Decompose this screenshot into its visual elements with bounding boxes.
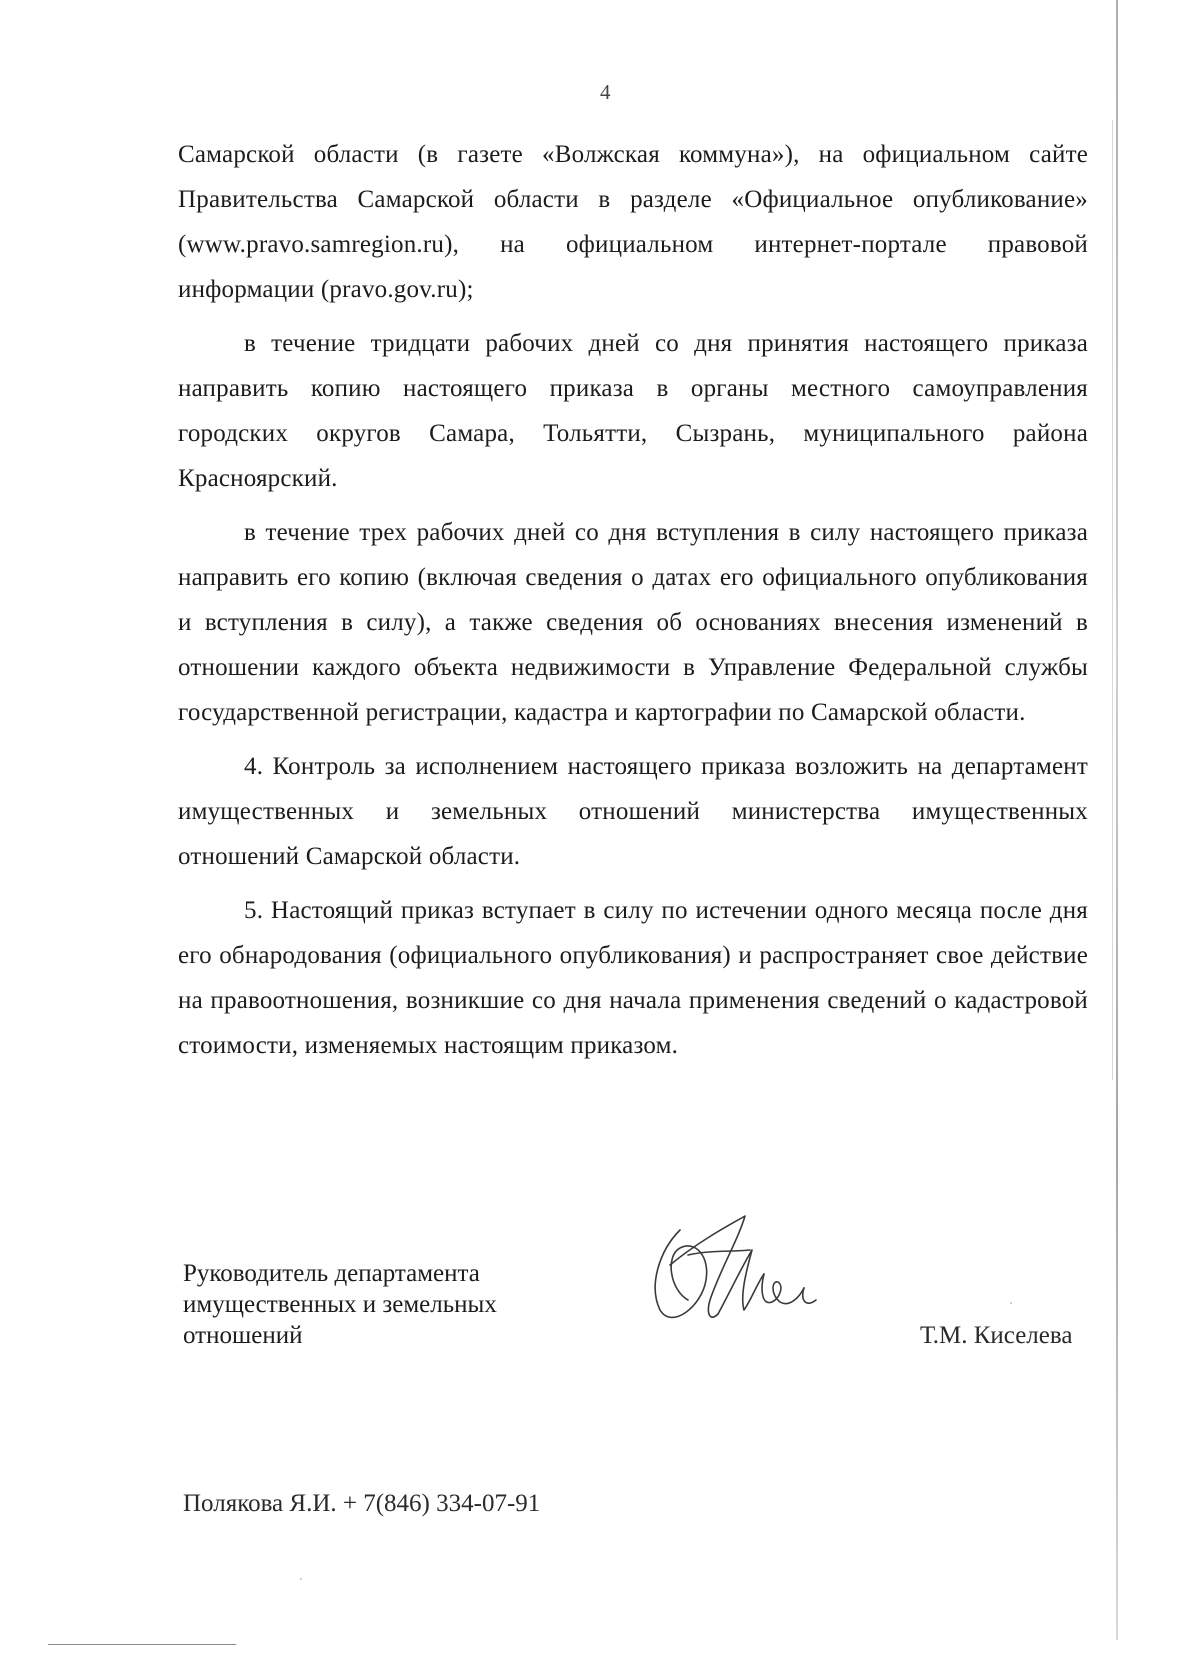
signatory-position-line: имущественных и земельных: [183, 1291, 497, 1318]
paragraph-send-to-local-government: в течение тридцати рабочих дней со дня принятия настоящего приказа направить копию настоящего приказа в органы местного самоуправления городских округов Самара, Тольятти, Сызрань, муниципального района Красноярский.: [178, 330, 1088, 492]
paragraph-publication: Самарской области (в газете «Волжская коммуна»), на официальном сайте Правительства Самарской области в разделе «Официальное опубликование» (www.pravo.samregion.ru), на официальном интернет-портале правовой информации (pravo.gov.ru);: [178, 141, 1088, 303]
page-number: 4: [600, 80, 611, 104]
signatory-position-line: Руководитель департамента: [183, 1260, 480, 1287]
paragraph-control: 4. Контроль за исполнением настоящего приказа возложить на департамент имущественных и земельных отношений министерства имущественных отношений Самарской области.: [178, 753, 1088, 870]
paragraph-entry-into-force: 5. Настоящий приказ вступает в силу по истечении одного месяца после дня его обнародования (официального опубликования) и распространяет свое действие на правоотношения, возникшие со дня начала применения сведений о кадастровой стоимости, изменяемых настоящим приказом.: [178, 897, 1088, 1059]
executor-contact: Полякова Я.И. + 7(846) 334-07-91: [183, 1490, 541, 1517]
footer-rule: [48, 1644, 236, 1645]
paragraph-send-to-rosreestr: в течение трех рабочих дней со дня вступления в силу настоящего приказа направить его копию (включая сведения о датах его официального опубликования и вступления в силу), а также сведения об основаниях внесения изменений в отношении каждого объекта недвижимости в Управление Федеральной службы государственной регистрации, кадастра и картографии по Самарской области.: [178, 519, 1088, 726]
handwritten-signature: [640, 1210, 830, 1340]
scan-edge-shadow: [1112, 120, 1113, 1080]
document-body: [178, 132, 1088, 1077]
signatory-position-line: отношений: [183, 1322, 303, 1349]
scan-speck: [300, 1578, 302, 1580]
signatory-position: [183, 1258, 497, 1351]
scan-edge-line: [1116, 0, 1118, 1640]
scan-speck: [1010, 1302, 1012, 1304]
signatory-name: Т.М. Киселева: [920, 1322, 1073, 1349]
